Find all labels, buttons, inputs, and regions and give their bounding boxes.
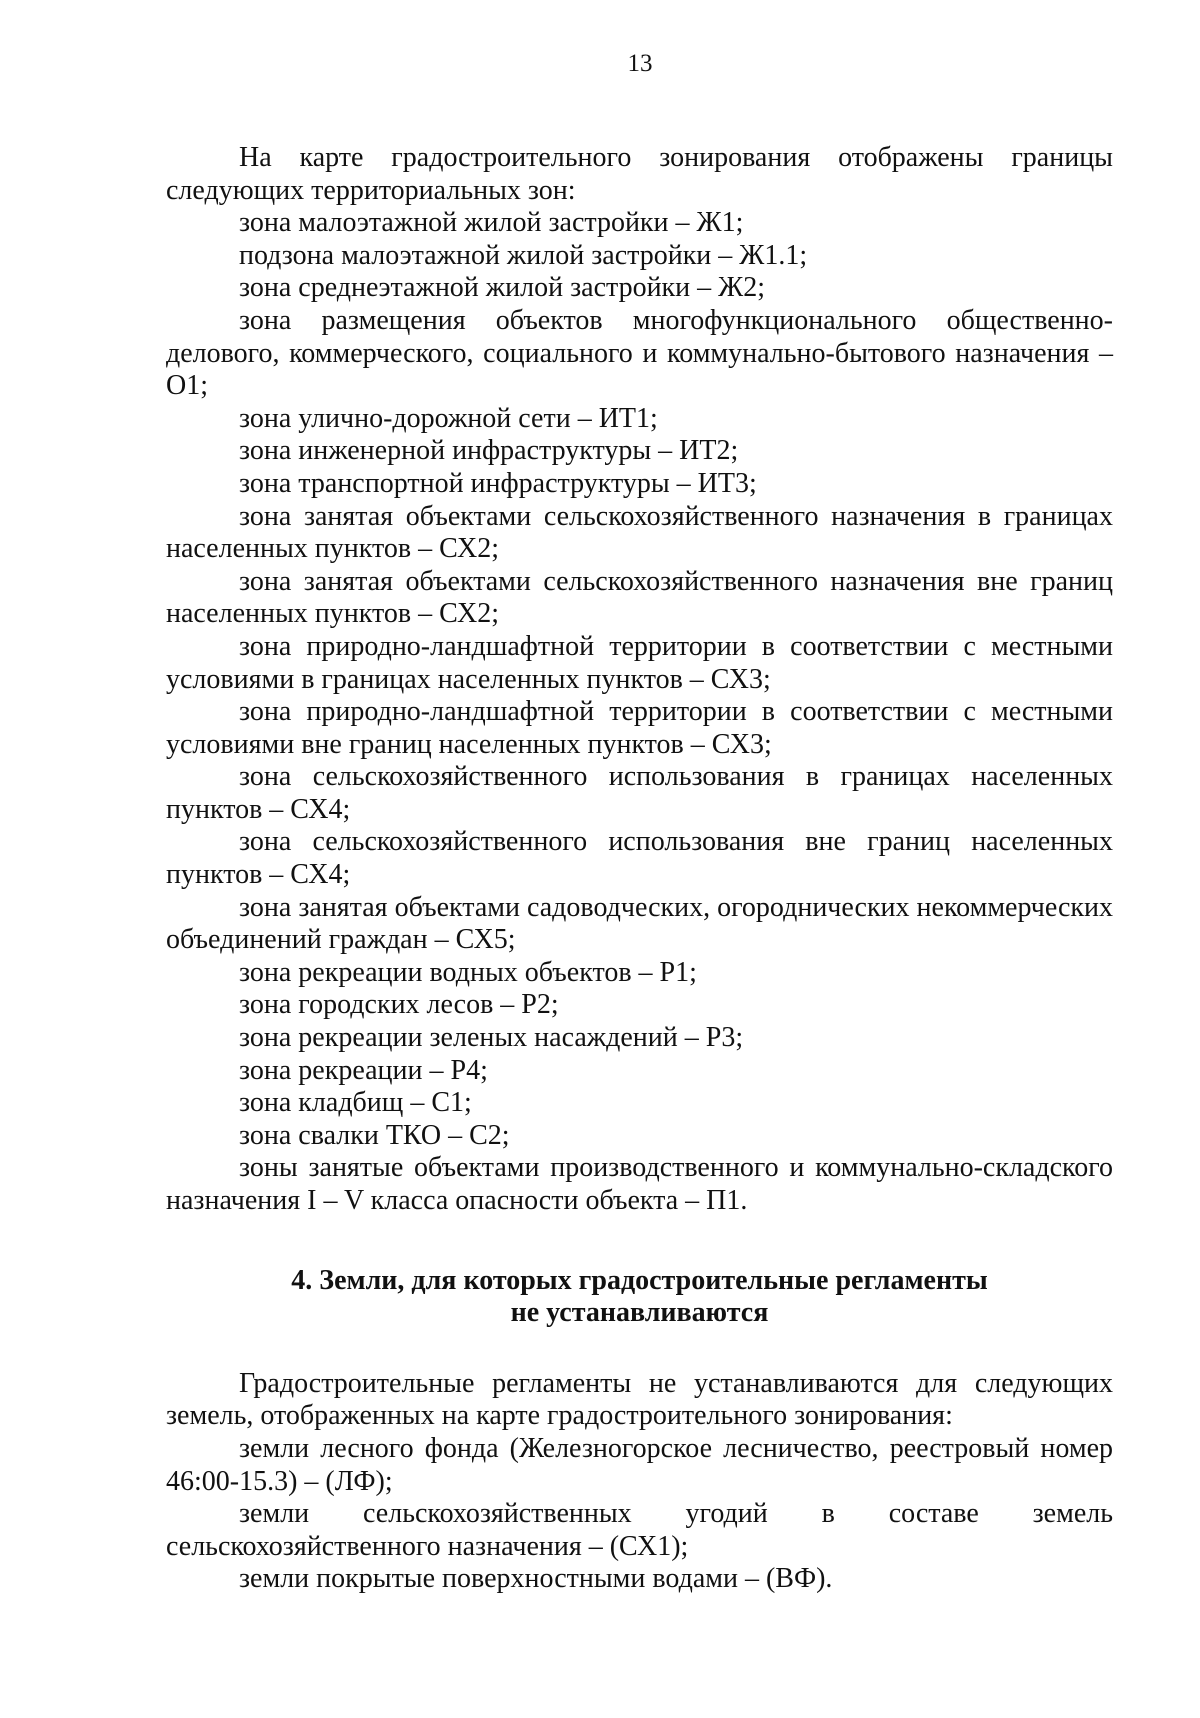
section-heading — [166, 1265, 1113, 1330]
section-intro: Градостроительные регламенты не устанавливаются для следующих земель, отображенных на карте градостроительного зонирования: — [166, 1367, 1113, 1432]
section-heading-line-2: не устанавливаются — [510, 1297, 769, 1329]
zone-item: зона рекреации зеленых насаждений – Р3; — [239, 1022, 744, 1054]
section-heading-line-1: 4. Земли, для которых градостроительные регламенты — [291, 1264, 988, 1296]
zone-item: зона занятая объектами сельскохозяйственного назначения вне границ населенных пунктов – СХ2; — [166, 565, 1113, 630]
zone-item: зона свалки ТКО – С2; — [239, 1119, 510, 1151]
zone-item: зона рекреации водных объектов – Р1; — [239, 956, 697, 988]
zone-item: зона природно-ландшафтной территории в соответствии с местными условиями в границах населенных пунктов – СХ3; — [166, 630, 1113, 695]
zone-list — [166, 207, 1113, 1217]
zone-item: зона инженерной инфраструктуры – ИТ2; — [239, 435, 739, 467]
document-body — [166, 142, 1113, 1596]
zone-item: зона сельскохозяйственного использования в границах населенных пунктов – СХ4; — [166, 761, 1113, 825]
zone-item: зона природно-ландшафтной территории в соответствии с местными условиями вне границ населенных пунктов – СХ3; — [166, 696, 1113, 760]
zone-item: зона кладбищ – С1; — [239, 1087, 472, 1119]
land-item: земли лесного фонда (Железногорское лесничество, реестровый номер 46:00-15.3) – (ЛФ); — [166, 1432, 1113, 1497]
land-item: земли сельскохозяйственных угодий в составе земель сельскохозяйственного назначения – (СХ1); — [166, 1498, 1113, 1562]
zone-item: зона городских лесов – Р2; — [239, 989, 559, 1021]
zone-item: зона занятая объектами садоводческих, огороднических некоммерческих объединений граждан – СХ5; — [166, 891, 1113, 956]
zone-item: зона сельскохозяйственного использования вне границ населенных пунктов – СХ4; — [166, 826, 1113, 891]
zone-item: зона занятая объектами сельскохозяйственного назначения в границах населенных пунктов – СХ2; — [166, 500, 1113, 565]
zone-item: зона малоэтажной жилой застройки – Ж1; — [239, 207, 744, 239]
zone-item: зона транспортной инфраструктуры – ИТ3; — [239, 467, 757, 499]
zone-item: зона улично-дорожной сети – ИТ1; — [239, 402, 658, 434]
zones-intro: На карте градостроительного зонирования отображены границы следующих территориальных зон: — [166, 142, 1113, 206]
zone-item: зона рекреации – Р4; — [239, 1054, 488, 1086]
zone-item: подзона малоэтажной жилой застройки – Ж1.1; — [239, 239, 808, 271]
zone-item: зона среднеэтажной жилой застройки – Ж2; — [239, 272, 766, 304]
zone-item: зоны занятые объектами производственного и коммунально-складского назначения I – V класса опасности объекта – П1. — [166, 1152, 1113, 1216]
page-number: 13 — [627, 50, 653, 77]
zone-item: зона размещения объектов многофункционального общественно-делового, коммерческого, социального и коммунально-бытового назначения – О1; — [166, 304, 1113, 402]
land-item: земли покрытые поверхностными водами – (ВФ). — [239, 1563, 833, 1595]
